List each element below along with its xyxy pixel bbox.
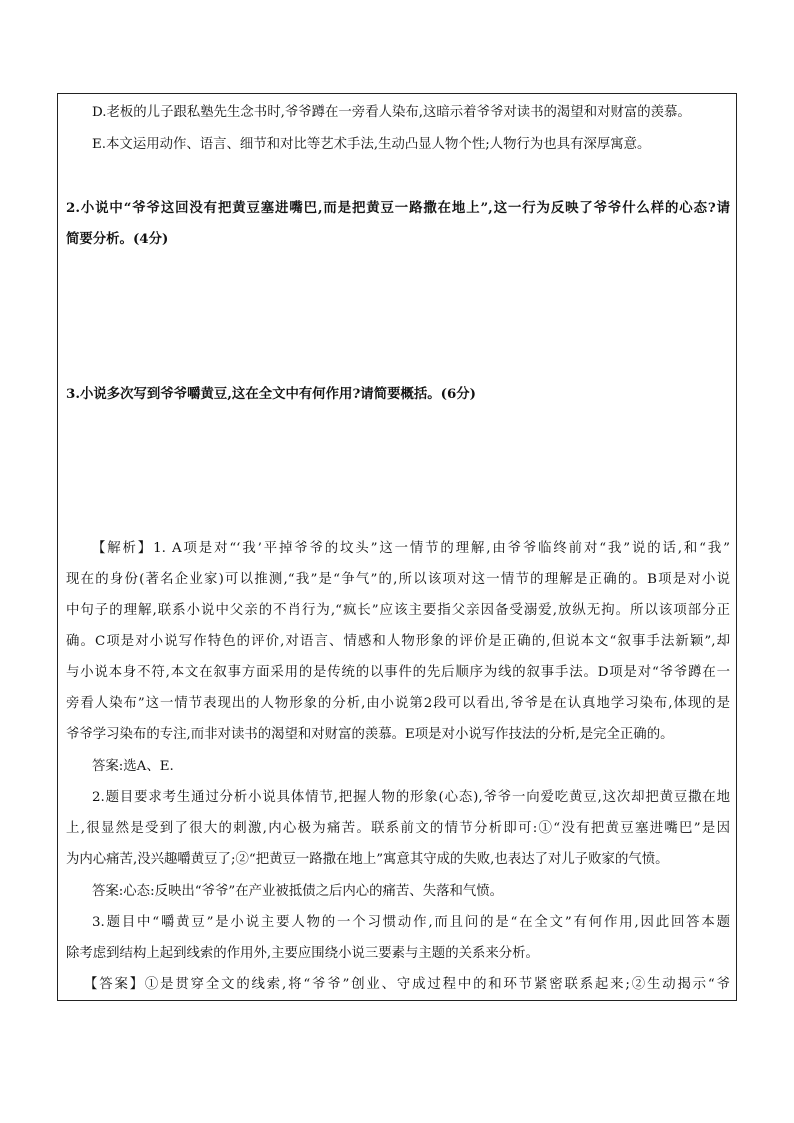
answer-2: 答案:心态:反映出“爷爷”在产业被抵债之后内心的痛苦、失落和气愤。	[92, 884, 504, 899]
analysis-p2-line-3: 为内心痛苦,没兴趣嚼黄豆了;②“把黄豆一路撒在地上”寓意其守成的失败,也表达了对儿子败家的气愤。	[66, 852, 669, 867]
analysis-p1-line-7: 爷爷学习染布的专注,而非对读书的渴望和对财富的羡慕。E项是对小说写作技法的分析,是完全正确的。	[66, 727, 674, 742]
analysis-p1-line-5: 与小说本身不符,本文在叙事方面采用的是传统的以事件的先后顺序为线的叙事手法。D项是对“爷爷蹲在一	[66, 665, 730, 680]
question-2-line-2: 简要分析。(4分)	[66, 231, 169, 247]
analysis-p1-line-1: 【解析】1. A项是对“‘我’平掉爷爷的坟头”这一情节的理解,由爷爷临终前对“我”说的话,和“我”	[92, 541, 730, 556]
analysis-p3-line-2: 除考虑到结构上起到线索的作用外,主要应围绕小说三要素与主题的关系来分析。	[66, 946, 539, 961]
question-3: 3.小说多次写到爷爷嚼黄豆,这在全文中有何作用?请简要概括。(6分)	[66, 386, 477, 402]
answer-1: 答案:选A、E.	[92, 759, 174, 774]
analysis-p2-line-1: 2.题目要求考生通过分析小说具体情节,把握人物的形象(心态),爷爷一向爱吃黄豆,这次却把黄豆撒在地	[92, 790, 730, 805]
analysis-p2-line-2: 上,很显然是受到了很大的刺激,内心极为痛苦。联系前文的情节分析即可:①“没有把黄豆塞进嘴巴”是因	[66, 821, 730, 836]
option-e: E.本文运用动作、语言、细节和对比等艺术手法,生动凸显人物个性;人物行为也具有深厚寓意。	[92, 137, 651, 152]
analysis-p1-line-4: 确。C项是对小说写作特色的评价,对语言、情感和人物形象的评价是正确的,但说本文“叙事手法新颖”,却	[66, 634, 730, 649]
content-frame	[57, 93, 737, 1001]
analysis-p3-line-1: 3.题目中“嚼黄豆”是小说主要人物的一个习惯动作,而且问的是“在全文”有何作用,因此回答本题	[92, 915, 730, 930]
analysis-p1-line-6: 旁看人染布”这一情节表现出的人物形象的分析,由小说第2段可以看出,爷爷是在认真地学习染布,体现的是	[66, 696, 730, 711]
answer-3: 【答案】①是贯穿全文的线索,将“爷爷”创业、守成过程中的和环节紧密联系起来;②生动揭示“爷	[84, 977, 730, 992]
question-2-line-1: 2.小说中“爷爷这回没有把黄豆塞进嘴巴,而是把黄豆一路撒在地上”,这一行为反映了爷爷什么样的心态?请	[66, 200, 730, 216]
analysis-p1-line-2: 现在的身份(著名企业家)可以推测,“我”是“争气”的,所以该项对这一情节的理解是正确的。B项是对小说	[66, 572, 730, 587]
analysis-p1-line-3: 中句子的理解,联系小说中父亲的不肖行为,“疯长”应该主要指父亲因备受溺爱,放纵无拘。所以该项部分正	[66, 603, 730, 618]
option-d: D.老板的儿子跟私塾先生念书时,爷爷蹲在一旁看人染布,这暗示着爷爷对读书的渴望和对财富的羡慕。	[92, 105, 691, 120]
